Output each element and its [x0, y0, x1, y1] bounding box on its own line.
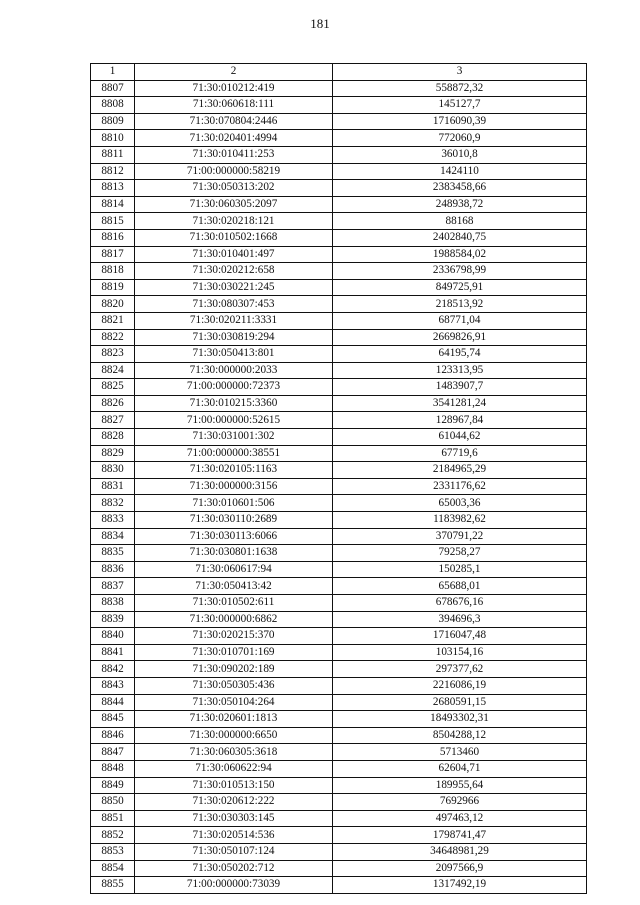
value-cell: 2669826,91: [333, 329, 587, 346]
value-cell: 1988584,02: [333, 246, 587, 263]
value-cell: 1716047,48: [333, 628, 587, 645]
row-number-cell: 8825: [91, 379, 135, 396]
cadastral-number-cell: 71:30:020601:1813: [135, 711, 333, 728]
cadastral-number-cell: 71:00:000000:58219: [135, 163, 333, 180]
cadastral-number-cell: 71:30:000000:3156: [135, 478, 333, 495]
table-row: [91, 694, 587, 711]
value-cell: 2383458,66: [333, 180, 587, 197]
value-cell: 61044,62: [333, 429, 587, 446]
cadastral-number-cell: 71:30:050413:801: [135, 346, 333, 363]
cadastral-number-cell: 71:30:030110:2689: [135, 512, 333, 529]
table-row: [91, 760, 587, 777]
table-row: [91, 711, 587, 728]
cadastral-number-cell: 71:30:010701:169: [135, 644, 333, 661]
table-row: [91, 312, 587, 329]
row-number-cell: 8816: [91, 229, 135, 246]
value-cell: 65688,01: [333, 578, 587, 595]
row-number-cell: 8841: [91, 644, 135, 661]
table-row: [91, 379, 587, 396]
table-row: [91, 279, 587, 296]
table-row: [91, 561, 587, 578]
table-row: [91, 163, 587, 180]
row-number-cell: 8831: [91, 478, 135, 495]
cadastral-number-cell: 71:30:030221:245: [135, 279, 333, 296]
value-cell: 7692966: [333, 794, 587, 811]
cadastral-number-cell: 71:30:060617:94: [135, 561, 333, 578]
cadastral-number-cell: 71:30:060622:94: [135, 760, 333, 777]
value-cell: 849725,91: [333, 279, 587, 296]
value-cell: 370791,22: [333, 528, 587, 545]
table-row: [91, 429, 587, 446]
value-cell: 128967,84: [333, 412, 587, 429]
row-number-cell: 8844: [91, 694, 135, 711]
value-cell: 248938,72: [333, 196, 587, 213]
cadastral-number-cell: 71:00:000000:73039: [135, 877, 333, 894]
value-cell: 218513,92: [333, 296, 587, 313]
cadastral-number-cell: 71:30:030819:294: [135, 329, 333, 346]
table-row: [91, 794, 587, 811]
cadastral-number-cell: 71:30:030801:1638: [135, 545, 333, 562]
row-number-cell: 8848: [91, 760, 135, 777]
table-body: [91, 80, 587, 893]
value-cell: 36010,8: [333, 146, 587, 163]
row-number-cell: 8808: [91, 97, 135, 114]
row-number-cell: 8846: [91, 727, 135, 744]
cadastral-number-cell: 71:30:060618:111: [135, 97, 333, 114]
data-table: [90, 63, 587, 894]
table-row: [91, 877, 587, 894]
value-cell: 189955,64: [333, 777, 587, 794]
cadastral-number-cell: 71:30:020212:658: [135, 263, 333, 280]
table-row: [91, 80, 587, 97]
table-row: [91, 146, 587, 163]
table-row: [91, 611, 587, 628]
value-cell: 558872,32: [333, 80, 587, 97]
cadastral-number-cell: 71:30:020401:4994: [135, 130, 333, 147]
table-row: [91, 395, 587, 412]
cadastral-number-cell: 71:30:020211:3331: [135, 312, 333, 329]
value-cell: 2184965,29: [333, 462, 587, 479]
table-row: [91, 677, 587, 694]
table-row: [91, 777, 587, 794]
row-number-cell: 8824: [91, 362, 135, 379]
table-row: [91, 595, 587, 612]
row-number-cell: 8818: [91, 263, 135, 280]
table-row: [91, 644, 587, 661]
row-number-cell: 8852: [91, 827, 135, 844]
row-number-cell: 8833: [91, 512, 135, 529]
value-cell: 123313,95: [333, 362, 587, 379]
cadastral-number-cell: 71:30:010411:253: [135, 146, 333, 163]
row-number-cell: 8815: [91, 213, 135, 230]
table-row: [91, 196, 587, 213]
value-cell: 772060,9: [333, 130, 587, 147]
value-cell: 2097566,9: [333, 860, 587, 877]
value-cell: 497463,12: [333, 810, 587, 827]
table-row: [91, 263, 587, 280]
row-number-cell: 8829: [91, 445, 135, 462]
table-row: [91, 346, 587, 363]
row-number-cell: 8855: [91, 877, 135, 894]
page-number: 181: [310, 16, 330, 31]
cadastral-number-cell: 71:00:000000:52615: [135, 412, 333, 429]
value-cell: 1716090,39: [333, 113, 587, 130]
cadastral-number-cell: 71:30:010601:506: [135, 495, 333, 512]
row-number-cell: 8820: [91, 296, 135, 313]
row-number-cell: 8836: [91, 561, 135, 578]
value-cell: 2331176,62: [333, 478, 587, 495]
row-number-cell: 8822: [91, 329, 135, 346]
value-cell: 8504288,12: [333, 727, 587, 744]
row-number-cell: 8854: [91, 860, 135, 877]
value-cell: 1483907,7: [333, 379, 587, 396]
value-cell: 18493302,31: [333, 711, 587, 728]
cadastral-number-cell: 71:30:031001:302: [135, 429, 333, 446]
cadastral-number-cell: 71:30:020612:222: [135, 794, 333, 811]
row-number-cell: 8809: [91, 113, 135, 130]
table-row: [91, 495, 587, 512]
table-row: [91, 462, 587, 479]
value-cell: 297377,62: [333, 661, 587, 678]
table-row: [91, 810, 587, 827]
value-cell: 2216086,19: [333, 677, 587, 694]
table-row: [91, 180, 587, 197]
table-row: [91, 412, 587, 429]
cadastral-number-cell: 71:30:050305:436: [135, 677, 333, 694]
cadastral-number-cell: 71:30:020218:121: [135, 213, 333, 230]
cadastral-number-cell: 71:30:010502:1668: [135, 229, 333, 246]
row-number-cell: 8814: [91, 196, 135, 213]
cadastral-number-cell: 71:30:050313:202: [135, 180, 333, 197]
table-row: [91, 97, 587, 114]
value-cell: 394696,3: [333, 611, 587, 628]
row-number-cell: 8811: [91, 146, 135, 163]
table-row: [91, 445, 587, 462]
row-number-cell: 8812: [91, 163, 135, 180]
table-row: [91, 661, 587, 678]
value-cell: 65003,36: [333, 495, 587, 512]
row-number-cell: 8849: [91, 777, 135, 794]
cadastral-number-cell: 71:30:050413:42: [135, 578, 333, 595]
cadastral-number-cell: 71:30:000000:6862: [135, 611, 333, 628]
table-row: [91, 478, 587, 495]
value-cell: 150285,1: [333, 561, 587, 578]
table-header-row: [91, 64, 587, 81]
table-row: [91, 843, 587, 860]
table-row: [91, 229, 587, 246]
value-cell: 67719,6: [333, 445, 587, 462]
cadastral-number-cell: 71:30:010212:419: [135, 80, 333, 97]
cadastral-number-cell: 71:30:010215:3360: [135, 395, 333, 412]
row-number-cell: 8827: [91, 412, 135, 429]
cadastral-number-cell: 71:30:020105:1163: [135, 462, 333, 479]
table-row: [91, 545, 587, 562]
cadastral-number-cell: 71:30:080307:453: [135, 296, 333, 313]
cadastral-number-cell: 71:30:010401:497: [135, 246, 333, 263]
row-number-cell: 8851: [91, 810, 135, 827]
value-cell: 62604,71: [333, 760, 587, 777]
row-number-cell: 8850: [91, 794, 135, 811]
cadastral-number-cell: 71:30:010513:150: [135, 777, 333, 794]
table-row: [91, 130, 587, 147]
column-header-2: 2: [135, 64, 333, 81]
cadastral-number-cell: 71:30:050104:264: [135, 694, 333, 711]
row-number-cell: 8819: [91, 279, 135, 296]
value-cell: 1798741,47: [333, 827, 587, 844]
row-number-cell: 8826: [91, 395, 135, 412]
cadastral-number-cell: 71:30:000000:2033: [135, 362, 333, 379]
value-cell: 88168: [333, 213, 587, 230]
row-number-cell: 8839: [91, 611, 135, 628]
value-cell: 3541281,24: [333, 395, 587, 412]
row-number-cell: 8828: [91, 429, 135, 446]
cadastral-number-cell: 71:30:070804:2446: [135, 113, 333, 130]
table-row: [91, 860, 587, 877]
value-cell: 5713460: [333, 744, 587, 761]
table-row: [91, 329, 587, 346]
table-row: [91, 213, 587, 230]
row-number-cell: 8817: [91, 246, 135, 263]
cadastral-number-cell: 71:30:090202:189: [135, 661, 333, 678]
value-cell: 2402840,75: [333, 229, 587, 246]
value-cell: 79258,27: [333, 545, 587, 562]
value-cell: 2336798,99: [333, 263, 587, 280]
cadastral-number-cell: 71:30:060305:3618: [135, 744, 333, 761]
cadastral-number-cell: 71:30:030303:145: [135, 810, 333, 827]
value-cell: 34648981,29: [333, 843, 587, 860]
cadastral-number-cell: 71:00:000000:72373: [135, 379, 333, 396]
cadastral-number-cell: 71:30:020514:536: [135, 827, 333, 844]
column-header-1: 1: [91, 64, 135, 81]
value-cell: 2680591,15: [333, 694, 587, 711]
value-cell: 1183982,62: [333, 512, 587, 529]
table-row: [91, 113, 587, 130]
row-number-cell: 8834: [91, 528, 135, 545]
row-number-cell: 8842: [91, 661, 135, 678]
cadastral-number-cell: 71:30:010502:611: [135, 595, 333, 612]
table-row: [91, 628, 587, 645]
value-cell: 103154,16: [333, 644, 587, 661]
row-number-cell: 8830: [91, 462, 135, 479]
table-row: [91, 246, 587, 263]
table-row: [91, 528, 587, 545]
row-number-cell: 8807: [91, 80, 135, 97]
cadastral-number-cell: 71:30:050107:124: [135, 843, 333, 860]
row-number-cell: 8835: [91, 545, 135, 562]
cadastral-number-cell: 71:30:030113:6066: [135, 528, 333, 545]
table-row: [91, 727, 587, 744]
value-cell: 1317492,19: [333, 877, 587, 894]
value-cell: 68771,04: [333, 312, 587, 329]
table-row: [91, 512, 587, 529]
table-row: [91, 362, 587, 379]
column-header-3: 3: [333, 64, 587, 81]
table-row: [91, 744, 587, 761]
row-number-cell: 8810: [91, 130, 135, 147]
row-number-cell: 8823: [91, 346, 135, 363]
cadastral-number-cell: 71:30:050202:712: [135, 860, 333, 877]
row-number-cell: 8843: [91, 677, 135, 694]
row-number-cell: 8832: [91, 495, 135, 512]
value-cell: 1424110: [333, 163, 587, 180]
row-number-cell: 8838: [91, 595, 135, 612]
value-cell: 64195,74: [333, 346, 587, 363]
cadastral-number-cell: 71:00:000000:38551: [135, 445, 333, 462]
cadastral-number-cell: 71:30:000000:6650: [135, 727, 333, 744]
row-number-cell: 8840: [91, 628, 135, 645]
value-cell: 145127,7: [333, 97, 587, 114]
row-number-cell: 8837: [91, 578, 135, 595]
value-cell: 678676,16: [333, 595, 587, 612]
row-number-cell: 8813: [91, 180, 135, 197]
cadastral-number-cell: 71:30:020215:370: [135, 628, 333, 645]
row-number-cell: 8853: [91, 843, 135, 860]
row-number-cell: 8845: [91, 711, 135, 728]
row-number-cell: 8847: [91, 744, 135, 761]
row-number-cell: 8821: [91, 312, 135, 329]
table-row: [91, 578, 587, 595]
table-row: [91, 296, 587, 313]
table-row: [91, 827, 587, 844]
cadastral-number-cell: 71:30:060305:2097: [135, 196, 333, 213]
